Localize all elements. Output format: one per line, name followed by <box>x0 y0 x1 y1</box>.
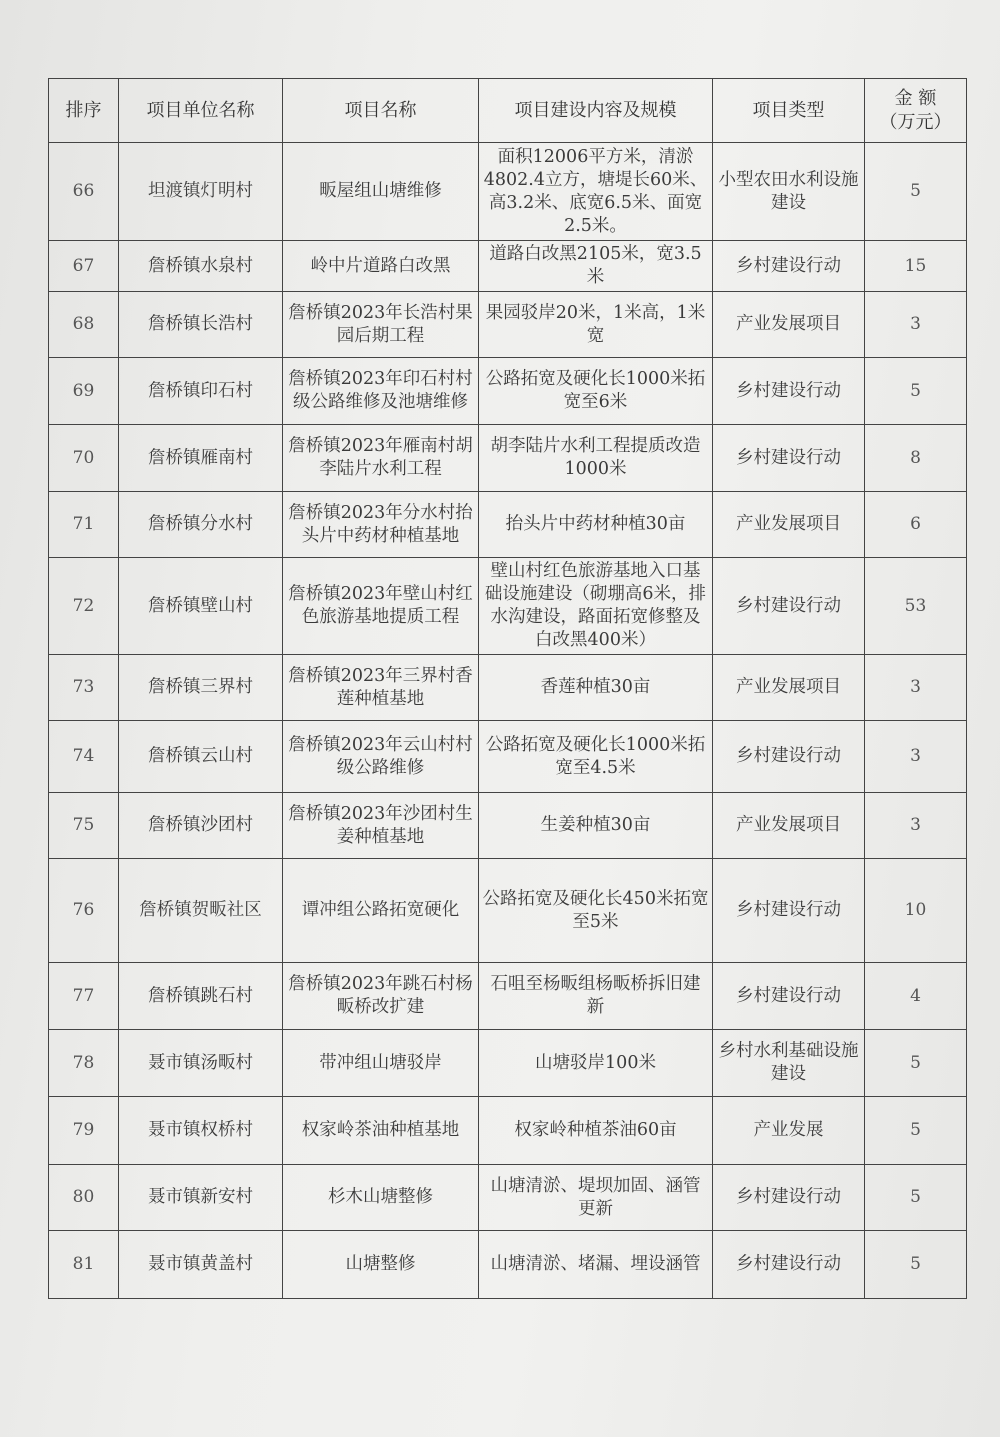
type-cell: 乡村水利基础设施建设 <box>713 1030 865 1097</box>
content-cell: 果园驳岸20米，1米高，1米宽 <box>479 292 713 358</box>
type-cell: 乡村建设行动 <box>713 425 865 492</box>
unit-cell: 聂市镇权桥村 <box>119 1097 283 1165</box>
content-cell: 道路白改黑2105米，宽3.5米 <box>479 241 713 292</box>
seq-cell: 76 <box>49 859 119 963</box>
type-cell: 乡村建设行动 <box>713 859 865 963</box>
project-name-cell: 畈屋组山塘维修 <box>283 143 479 241</box>
table-row <box>49 721 967 793</box>
type-cell: 乡村建设行动 <box>713 1165 865 1231</box>
table-row <box>49 963 967 1030</box>
type-cell: 产业发展 <box>713 1097 865 1165</box>
project-table-wrapper <box>48 78 966 1299</box>
content-cell: 公路拓宽及硬化长1000米拓宽至6米 <box>479 358 713 425</box>
table-row <box>49 859 967 963</box>
table-row <box>49 425 967 492</box>
table-row <box>49 292 967 358</box>
header-name: 项目名称 <box>283 79 479 143</box>
amount-cell: 3 <box>865 721 967 793</box>
amount-cell: 4 <box>865 963 967 1030</box>
amount-cell: 10 <box>865 859 967 963</box>
unit-cell: 聂市镇新安村 <box>119 1165 283 1231</box>
unit-cell: 詹桥镇云山村 <box>119 721 283 793</box>
table-row <box>49 1030 967 1097</box>
amount-cell: 6 <box>865 492 967 558</box>
seq-cell: 74 <box>49 721 119 793</box>
type-cell: 乡村建设行动 <box>713 558 865 655</box>
table-row <box>49 1231 967 1299</box>
type-cell: 产业发展项目 <box>713 793 865 859</box>
content-cell: 面积12006平方米，清淤4802.4立方，塘堤长60米、高3.2米、底宽6.5米、面宽2.5米。 <box>479 143 713 241</box>
project-name-cell: 杉木山塘整修 <box>283 1165 479 1231</box>
content-cell: 权家岭种植茶油60亩 <box>479 1097 713 1165</box>
seq-cell: 66 <box>49 143 119 241</box>
content-cell: 生姜种植30亩 <box>479 793 713 859</box>
project-name-cell: 谭冲组公路拓宽硬化 <box>283 859 479 963</box>
header-amount: 金 额 （万元） <box>865 79 967 143</box>
project-name-cell: 詹桥镇2023年三界村香莲种植基地 <box>283 655 479 721</box>
seq-cell: 81 <box>49 1231 119 1299</box>
project-table <box>48 78 967 1299</box>
table-row <box>49 655 967 721</box>
unit-cell: 詹桥镇壁山村 <box>119 558 283 655</box>
amount-cell: 3 <box>865 793 967 859</box>
type-cell: 产业发展项目 <box>713 292 865 358</box>
content-cell: 壁山村红色旅游基地入口基础设施建设（砌堋高6米，排水沟建设，路面拓宽修整及白改黑400米） <box>479 558 713 655</box>
amount-cell: 53 <box>865 558 967 655</box>
content-cell: 山塘清淤、堵漏、埋设涵管 <box>479 1231 713 1299</box>
header-unit: 项目单位名称 <box>119 79 283 143</box>
project-name-cell: 带冲组山塘驳岸 <box>283 1030 479 1097</box>
amount-cell: 5 <box>865 358 967 425</box>
table-row <box>49 558 967 655</box>
amount-cell: 5 <box>865 1231 967 1299</box>
type-cell: 乡村建设行动 <box>713 963 865 1030</box>
table-row <box>49 1097 967 1165</box>
project-name-cell: 詹桥镇2023年长浩村果园后期工程 <box>283 292 479 358</box>
seq-cell: 67 <box>49 241 119 292</box>
content-cell: 公路拓宽及硬化长450米拓宽至5米 <box>479 859 713 963</box>
seq-cell: 79 <box>49 1097 119 1165</box>
seq-cell: 75 <box>49 793 119 859</box>
type-cell: 产业发展项目 <box>713 492 865 558</box>
table-row <box>49 358 967 425</box>
content-cell: 香莲种植30亩 <box>479 655 713 721</box>
seq-cell: 70 <box>49 425 119 492</box>
table-row <box>49 241 967 292</box>
unit-cell: 詹桥镇沙团村 <box>119 793 283 859</box>
table-body <box>49 143 967 1299</box>
table-row <box>49 1165 967 1231</box>
type-cell: 乡村建设行动 <box>713 1231 865 1299</box>
unit-cell: 詹桥镇印石村 <box>119 358 283 425</box>
amount-cell: 5 <box>865 1097 967 1165</box>
project-name-cell: 岭中片道路白改黑 <box>283 241 479 292</box>
type-cell: 小型农田水利设施建设 <box>713 143 865 241</box>
seq-cell: 72 <box>49 558 119 655</box>
unit-cell: 詹桥镇长浩村 <box>119 292 283 358</box>
project-name-cell: 詹桥镇2023年云山村村级公路维修 <box>283 721 479 793</box>
amount-cell: 5 <box>865 1030 967 1097</box>
table-row <box>49 492 967 558</box>
type-cell: 乡村建设行动 <box>713 358 865 425</box>
table-row <box>49 143 967 241</box>
unit-cell: 聂市镇黄盖村 <box>119 1231 283 1299</box>
type-cell: 乡村建设行动 <box>713 241 865 292</box>
content-cell: 抬头片中药材种植30亩 <box>479 492 713 558</box>
amount-cell: 15 <box>865 241 967 292</box>
content-cell: 胡李陆片水利工程提质改造1000米 <box>479 425 713 492</box>
header-type: 项目类型 <box>713 79 865 143</box>
unit-cell: 詹桥镇分水村 <box>119 492 283 558</box>
type-cell: 乡村建设行动 <box>713 721 865 793</box>
header-seq: 排序 <box>49 79 119 143</box>
unit-cell: 聂市镇汤畈村 <box>119 1030 283 1097</box>
amount-cell: 3 <box>865 655 967 721</box>
project-name-cell: 詹桥镇2023年印石村村级公路维修及池塘维修 <box>283 358 479 425</box>
seq-cell: 78 <box>49 1030 119 1097</box>
amount-cell: 3 <box>865 292 967 358</box>
project-name-cell: 詹桥镇2023年雁南村胡李陆片水利工程 <box>283 425 479 492</box>
header-row <box>49 79 967 143</box>
project-name-cell: 詹桥镇2023年跳石村杨畈桥改扩建 <box>283 963 479 1030</box>
unit-cell: 詹桥镇跳石村 <box>119 963 283 1030</box>
seq-cell: 71 <box>49 492 119 558</box>
unit-cell: 詹桥镇水泉村 <box>119 241 283 292</box>
seq-cell: 73 <box>49 655 119 721</box>
project-name-cell: 詹桥镇2023年分水村抬头片中药材种植基地 <box>283 492 479 558</box>
amount-cell: 8 <box>865 425 967 492</box>
unit-cell: 坦渡镇灯明村 <box>119 143 283 241</box>
seq-cell: 80 <box>49 1165 119 1231</box>
project-name-cell: 山塘整修 <box>283 1231 479 1299</box>
unit-cell: 詹桥镇贺畈社区 <box>119 859 283 963</box>
seq-cell: 68 <box>49 292 119 358</box>
content-cell: 石咀至杨畈组杨畈桥拆旧建新 <box>479 963 713 1030</box>
header-content: 项目建设内容及规模 <box>479 79 713 143</box>
table-row <box>49 793 967 859</box>
project-name-cell: 詹桥镇2023年沙团村生姜种植基地 <box>283 793 479 859</box>
type-cell: 产业发展项目 <box>713 655 865 721</box>
content-cell: 公路拓宽及硬化长1000米拓宽至4.5米 <box>479 721 713 793</box>
project-name-cell: 权家岭茶油种植基地 <box>283 1097 479 1165</box>
seq-cell: 77 <box>49 963 119 1030</box>
seq-cell: 69 <box>49 358 119 425</box>
content-cell: 山塘清淤、堤坝加固、涵管更新 <box>479 1165 713 1231</box>
project-name-cell: 詹桥镇2023年壁山村红色旅游基地提质工程 <box>283 558 479 655</box>
unit-cell: 詹桥镇雁南村 <box>119 425 283 492</box>
unit-cell: 詹桥镇三界村 <box>119 655 283 721</box>
content-cell: 山塘驳岸100米 <box>479 1030 713 1097</box>
amount-cell: 5 <box>865 143 967 241</box>
amount-cell: 5 <box>865 1165 967 1231</box>
